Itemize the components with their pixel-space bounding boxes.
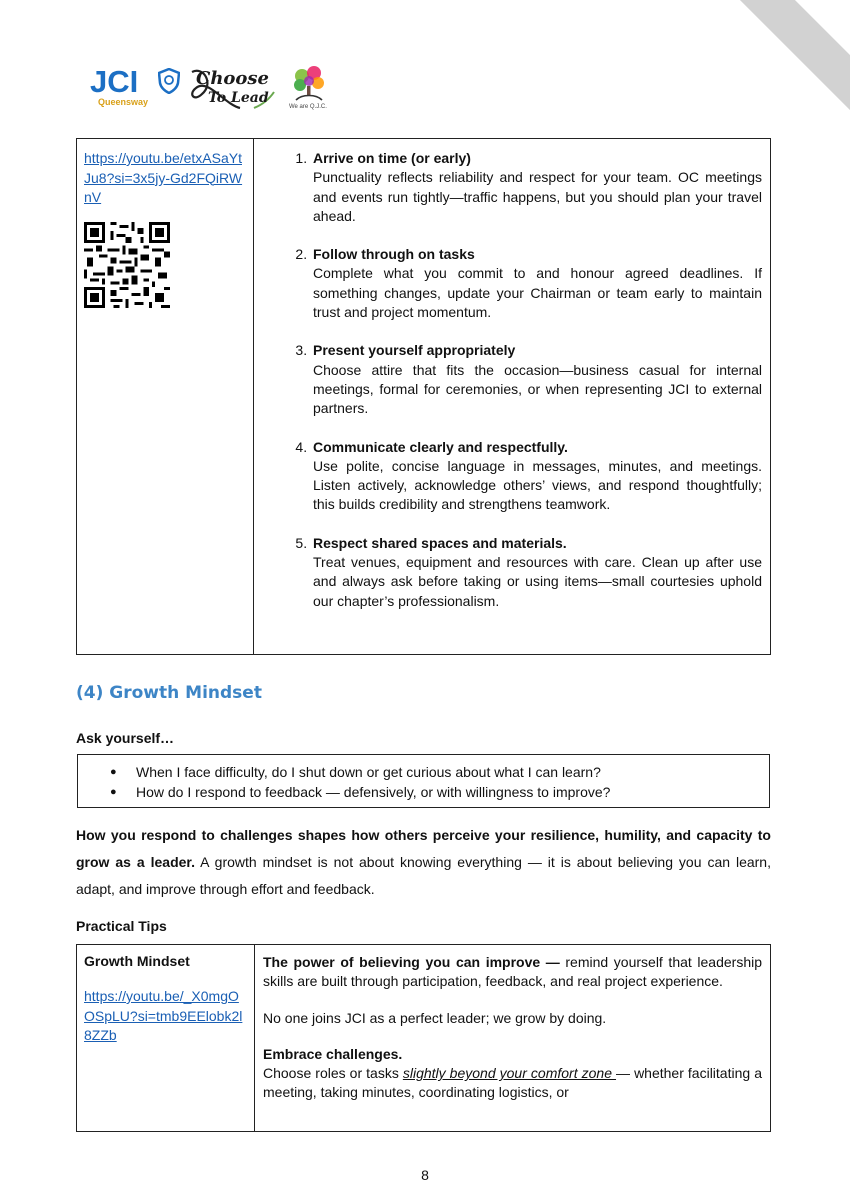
list-item: [311, 438, 762, 515]
section-heading: (4) Growth Mindset: [76, 683, 262, 703]
tip-text: remind yourself that leadership skills are built through participation, feedback, and real project experience.: [263, 954, 762, 990]
page-number: 8: [421, 1167, 429, 1183]
rule-title: 4. Communicate clearly and respectfully.: [313, 438, 568, 455]
list-item: [311, 341, 762, 418]
rule-body: Punctuality reflects reliability and respect for your team. OC meetings and events run tightly—traffic happens, but you should plan your travel ahead.: [313, 169, 762, 224]
tips-table-title: Growth Mindset: [84, 953, 190, 969]
rule-body: Complete what you commit to and honour agreed deadlines. If something changes, update your Chairman or team early to maintain trust and project momentum.: [313, 265, 762, 321]
tip-text: Choose roles or tasks: [263, 1065, 403, 1082]
practical-tips-label: Practical Tips: [76, 918, 167, 934]
list-item: ● When I face difficulty, do I shut down or get curious about what I can learn?: [136, 763, 769, 783]
video-cell: [77, 139, 254, 655]
list-item: [311, 534, 762, 611]
rule-title: 2. Follow through on tasks: [313, 246, 475, 263]
intro-text: A growth mindset is not about knowing everything — it is about believing you can learn, adapt, and improve through effort and feedback.: [76, 854, 771, 897]
professionalism-rules-list: [284, 149, 762, 611]
jci-logo: JCI: [90, 64, 139, 99]
reflection-questions-box: [77, 754, 770, 808]
tip-bold-text: The power of believing you can improve —: [263, 954, 560, 970]
rule-body: Use polite, concise language in messages, minutes, and meetings. Listen actively, acknowledge others’ views, and respond thoughtfully; this builds credibility and strengthens teamwork.: [313, 457, 762, 513]
header-logos: [88, 62, 338, 114]
rule-body: Treat venues, equipment and resources with care. Clean up after use and always ask before taking or using items—small courtesies uphold our chapter’s professionalism.: [313, 554, 762, 609]
jci-logo-subtitle: Queensway: [98, 97, 149, 107]
list-item: ● How do I respond to feedback — defensively, or with willingness to improve?: [136, 783, 769, 803]
video-cell: [77, 945, 255, 1132]
qr-code-icon: [84, 222, 170, 308]
tips-cell: [255, 945, 771, 1132]
tree-logo-subtitle: We are Q.J.C.: [289, 104, 327, 110]
video-link[interactable]: https://youtu.be/etxASaYtJu8?si=3x5jy-Gd2FQiRWnV: [84, 150, 243, 205]
ask-yourself-label: Ask yourself…: [76, 730, 175, 746]
choose-logo-line1: Choose: [196, 68, 270, 89]
professionalism-table: [76, 138, 771, 655]
tip-emphasis: slightly beyond your comfort zone: [402, 1065, 617, 1082]
choose-logo-line2: To Lead: [208, 90, 269, 106]
video-link[interactable]: https://youtu.be/_X0mgOOSpLU?si=tmb9EElobk2l8ZZb: [84, 988, 243, 1043]
intro-bold-text: How you respond to challenges shapes how others perceive your resilience, humility, and capacity to grow as a leader.: [76, 827, 771, 870]
rule-body: Choose attire that fits the occasion—business casual for internal meetings, formal for ceremonies, or when representing JCI to external partners.: [313, 361, 762, 417]
tip-title: Embrace challenges.: [263, 1045, 403, 1062]
rules-cell: [254, 139, 771, 655]
tip-paragraph: [263, 1045, 762, 1103]
tree-logo-icon: [288, 64, 330, 104]
rule-title: 3. Present yourself appropriately: [313, 342, 516, 359]
rule-title: 1. Arrive on time (or early): [313, 150, 471, 166]
tip-paragraph: No one joins JCI as a perfect leader; we grow by doing.: [263, 1009, 607, 1026]
page-corner-fold: [740, 0, 850, 110]
intro-paragraph: [76, 822, 771, 903]
tip-text: — whether facilitating a meeting, taking minutes, coordinating logistics, or: [263, 1065, 762, 1101]
rule-title: 5. Respect shared spaces and materials.: [313, 534, 567, 551]
growth-tips-table: [76, 944, 771, 1132]
reflection-questions-list: [78, 763, 769, 802]
jci-shield-icon: [158, 68, 180, 94]
tip-paragraph: [263, 953, 762, 992]
list-item: [311, 245, 762, 322]
list-item: [311, 149, 762, 226]
